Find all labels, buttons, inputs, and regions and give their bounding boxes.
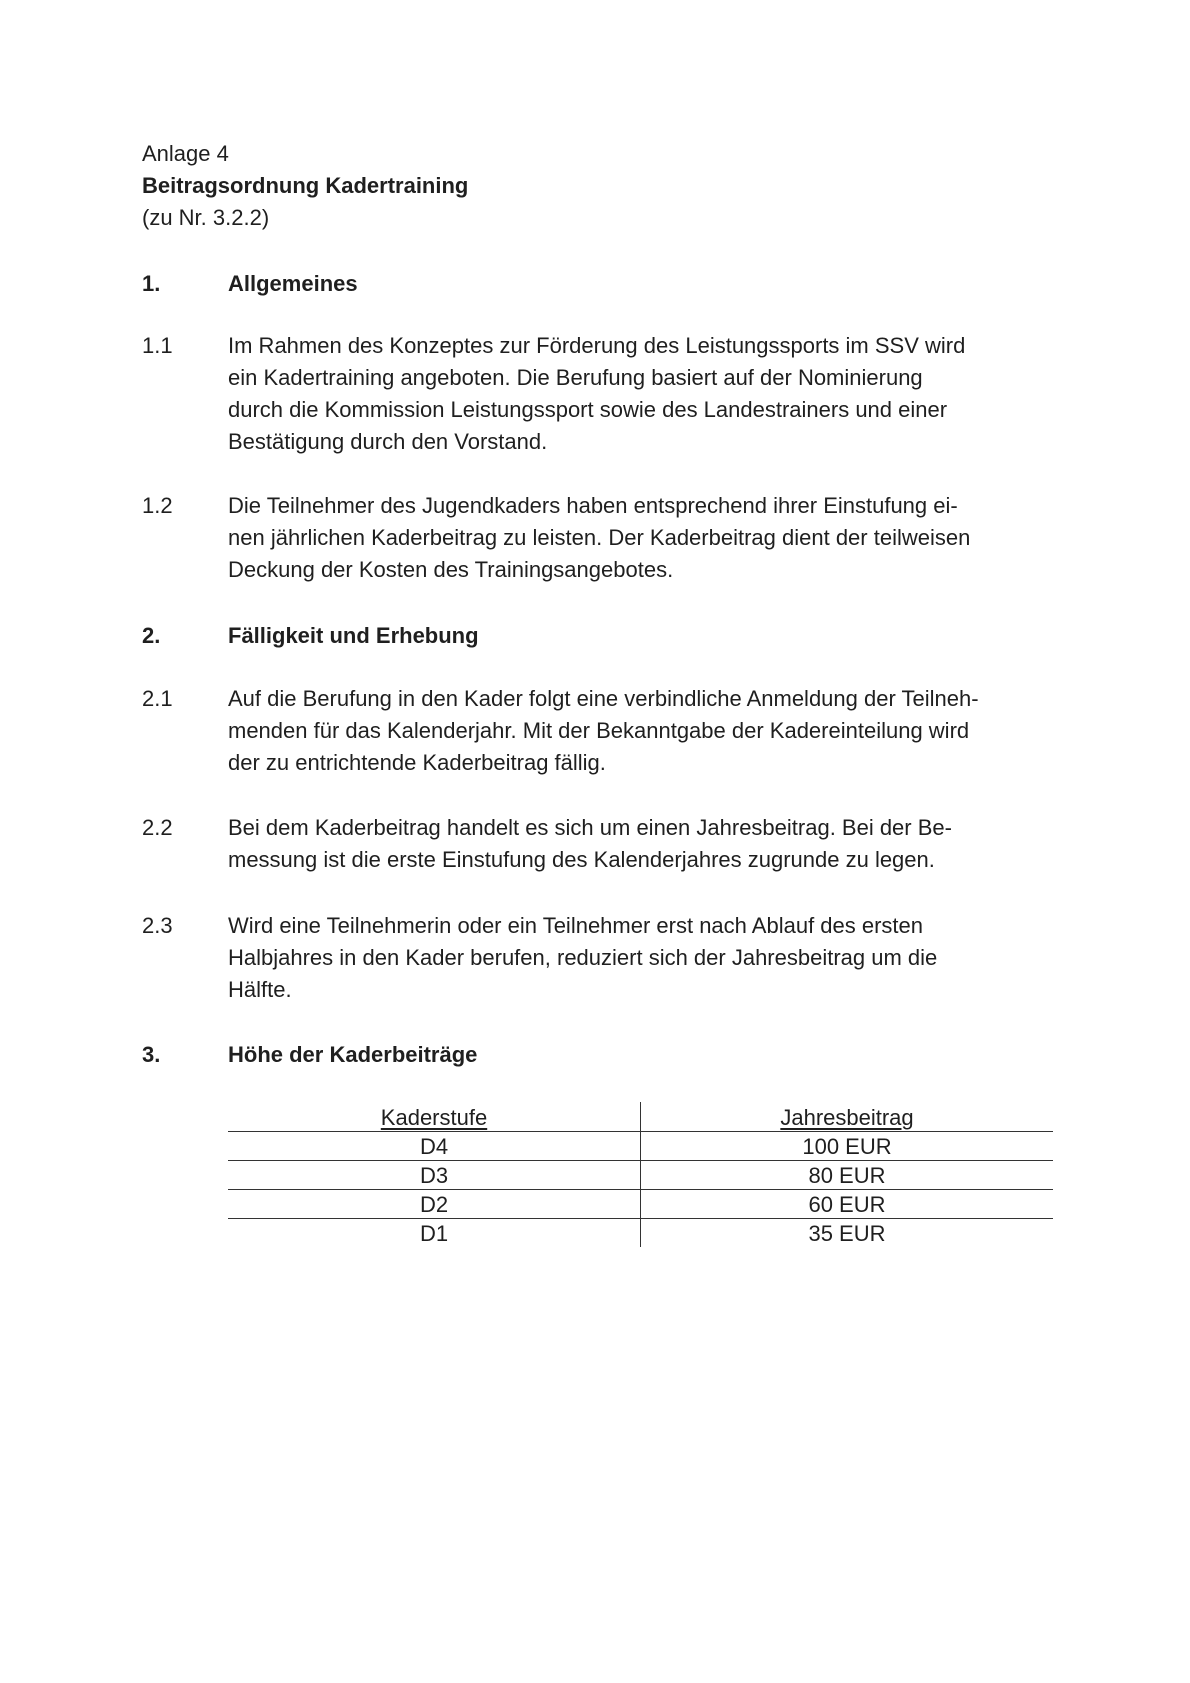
kaderstufe-cell: D1 [228, 1219, 641, 1248]
fee-cell: 100 EUR [641, 1132, 1054, 1161]
paragraph-text [228, 812, 1190, 876]
text-line: Auf die Berufung in den Kader folgt eine verbindliche Anmeldung der Teilneh- [228, 686, 979, 711]
attachment-label: Anlage 4 [142, 141, 229, 166]
table-row [228, 1219, 1053, 1248]
text-line: menden für das Kalenderjahr. Mit der Bekanntgabe der Kadereinteilung wird [228, 718, 970, 743]
paragraph-number: 2.2 [142, 815, 173, 840]
section-title: Höhe der Kaderbeiträge [228, 1042, 478, 1067]
column-header-kaderstufe: Kaderstufe [228, 1102, 641, 1132]
text-line: Die Teilnehmer des Jugendkaders haben entsprechend ihrer Einstufung ei- [228, 493, 958, 518]
table-row [228, 1161, 1053, 1190]
text-line: durch die Kommission Leistungssport sowie des Landestrainers und einer [228, 397, 948, 422]
table-row [228, 1132, 1053, 1161]
paragraph-text [228, 910, 1190, 1006]
fee-table [228, 1102, 1053, 1247]
kaderstufe-cell: D2 [228, 1190, 641, 1219]
paragraph-number: 1.2 [142, 493, 173, 518]
text-line: nen jährlichen Kaderbeitrag zu leisten. Der Kaderbeitrag dient der teilweisen [228, 525, 971, 550]
text-line: Wird eine Teilnehmerin oder ein Teilnehmer erst nach Ablauf des ersten [228, 913, 924, 938]
paragraph-text [228, 330, 1190, 458]
kaderstufe-cell: D4 [228, 1132, 641, 1161]
section-number: 3. [142, 1042, 161, 1067]
fee-cell: 80 EUR [641, 1161, 1054, 1190]
table-row [228, 1190, 1053, 1219]
section-number: 2. [142, 623, 161, 648]
paragraph-number: 1.1 [142, 333, 173, 358]
table-header-row [228, 1102, 1053, 1132]
section-title: Fälligkeit und Erhebung [228, 623, 479, 648]
text-line: Deckung der Kosten des Trainingsangebotes. [228, 557, 674, 582]
kaderstufe-cell: D3 [228, 1161, 641, 1190]
text-line: ein Kadertraining angeboten. Die Berufung basiert auf der Nominierung [228, 365, 923, 390]
fee-cell: 35 EUR [641, 1219, 1054, 1248]
document-title: Beitragsordnung Kadertraining [142, 173, 469, 198]
column-header-jahresbeitrag: Jahresbeitrag [780, 1105, 914, 1130]
paragraph-number: 2.1 [142, 686, 173, 711]
paragraph-text [228, 683, 1190, 779]
paragraph-text [228, 490, 1190, 586]
text-line: Bestätigung durch den Vorstand. [228, 429, 548, 454]
text-line: Im Rahmen des Konzeptes zur Förderung des Leistungssports im SSV wird [228, 333, 966, 358]
section-reference: (zu Nr. 3.2.2) [142, 205, 270, 230]
text-line: Hälfte. [228, 977, 292, 1002]
text-line: Bei dem Kaderbeitrag handelt es sich um einen Jahresbeitrag. Bei der Be- [228, 815, 952, 840]
text-line: Halbjahres in den Kader berufen, reduziert sich der Jahresbeitrag um die [228, 945, 938, 970]
section-title: Allgemeines [228, 271, 358, 296]
paragraph-number: 2.3 [142, 913, 173, 938]
document-header [142, 138, 468, 234]
text-line: messung ist die erste Einstufung des Kalenderjahres zugrunde zu legen. [228, 847, 935, 872]
fee-cell: 60 EUR [641, 1190, 1054, 1219]
section-number: 1. [142, 271, 161, 296]
text-line: der zu entrichtende Kaderbeitrag fällig. [228, 750, 606, 775]
